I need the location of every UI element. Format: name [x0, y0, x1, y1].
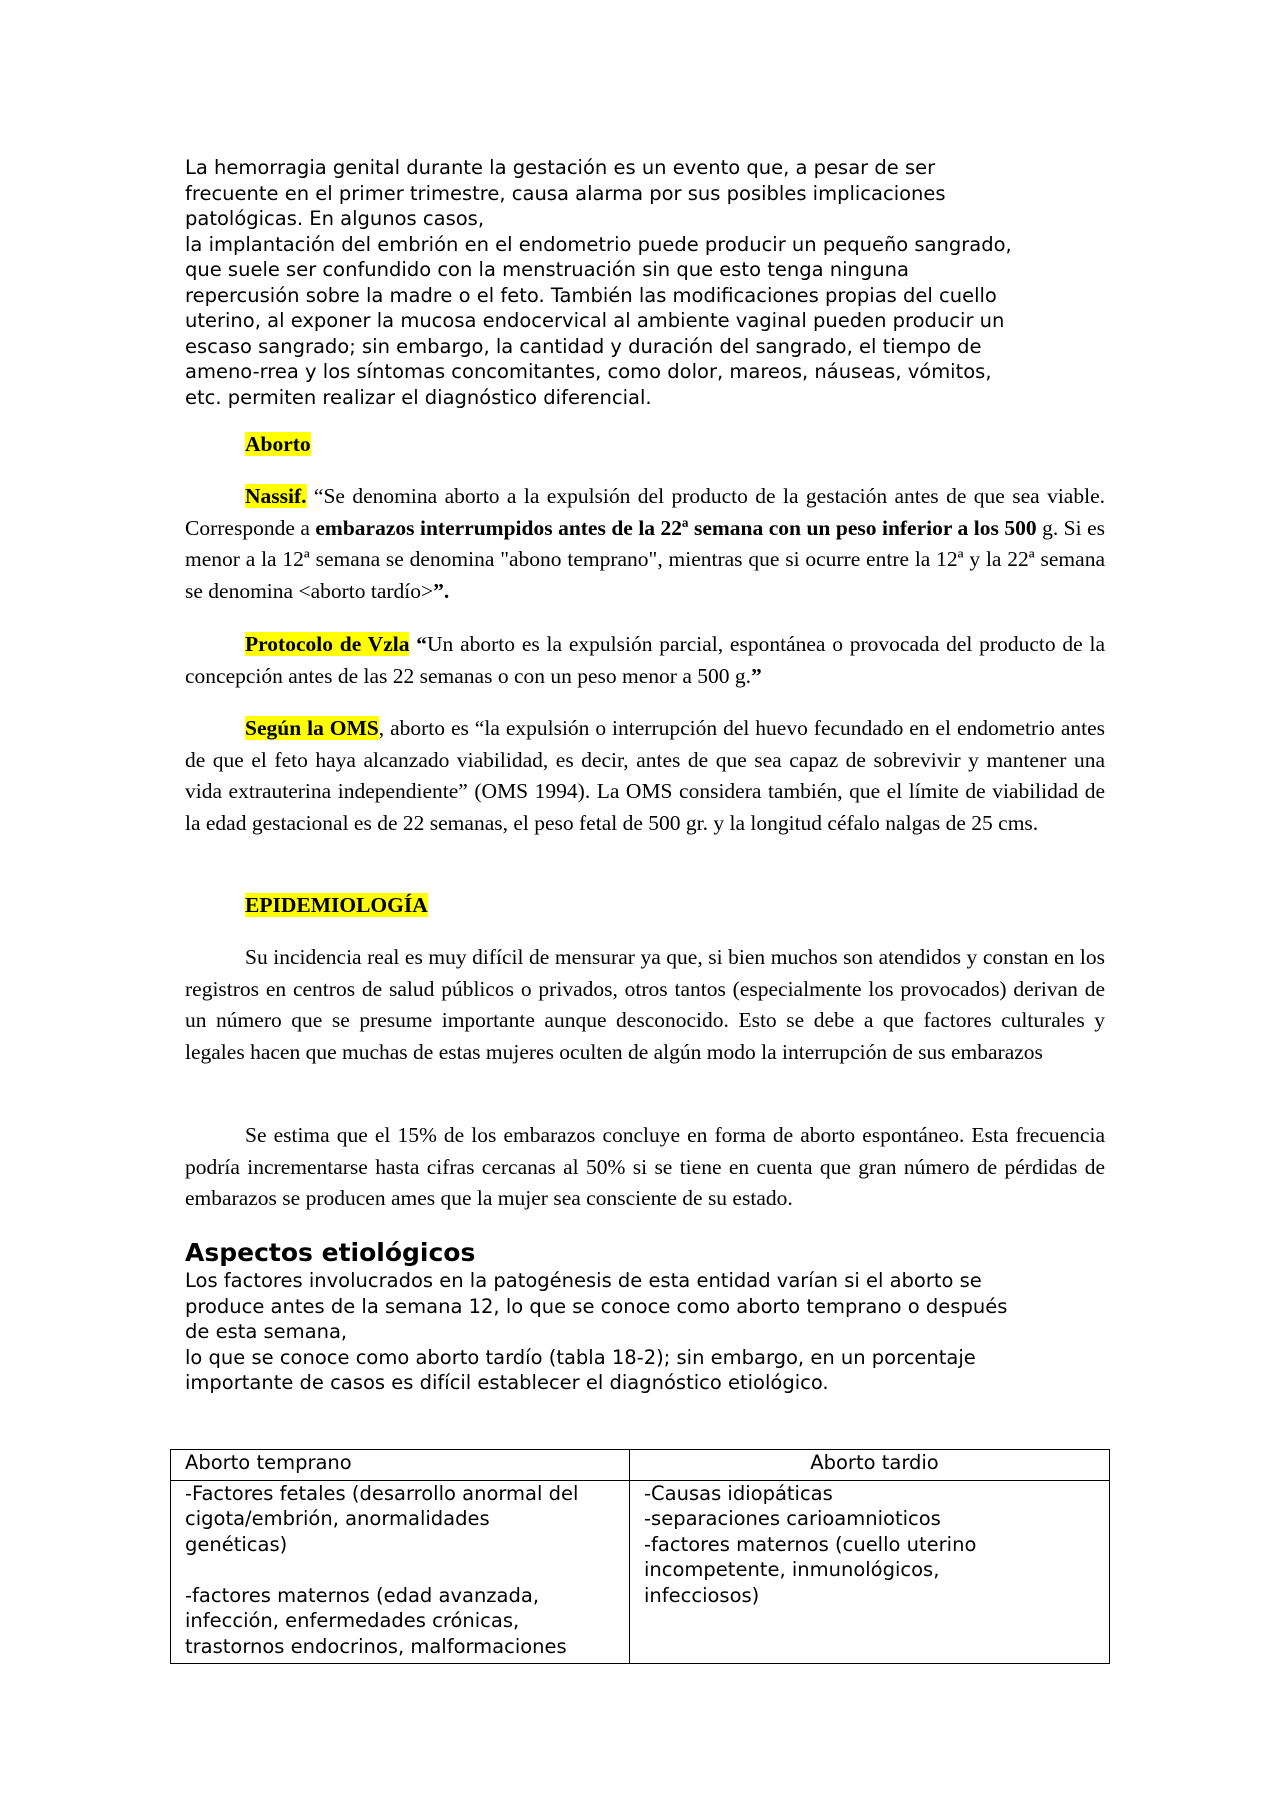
protocolo-paragraph [185, 629, 1105, 692]
etiologicos-line: importante de casos es difícil establecer el diagnóstico etiológico. [185, 1371, 829, 1394]
nassif-label: Nassif. [245, 484, 307, 508]
cell-line: -factores maternos (cuello uterino [644, 1532, 977, 1556]
intro-line: ameno-rrea y los síntomas concomitantes, como dolor, mareos, náuseas, vómitos, [185, 360, 992, 383]
cell-spacer [185, 1557, 625, 1583]
etiologicos-line: lo que se conoce como aborto tardío (tabla 18-2); sin embargo, en un porcentaje [185, 1345, 976, 1369]
intro-line: frecuente en el primer trimestre, causa alarma por sus posibles implicaciones [185, 181, 946, 205]
oms-text: , aborto es “la expulsión o interrupción del huevo fecundado en el endometrio antes de que el feto haya alcanzado viabilidad, es decir, antes de que sea capaz de sobrevivir y mantener una vida extrauterina independiente” (OMS 1994). La OMS considera también, que el límite de viabilidad de la edad gestacional es de 22 semanas, el peso fetal de 500 gr. y la longitud céfalo nalgas de 25 cms. [185, 716, 1105, 835]
oms-paragraph [185, 713, 1105, 839]
intro-line: uterino, al exponer la mucosa endocervical al ambiente vaginal pueden producir un [185, 309, 1005, 332]
nassif-bold-text: embarazos interrumpidos antes de la 22ª semana con un peso inferior a los 500 [315, 515, 1037, 540]
epidemiologia-paragraph-1: Su incidencia real es muy difícil de mensurar ya que, si bien muchos son atendidos y constan en los registros en centros de salud públicos o privados, otros tantos (especialmente los provocados) derivan de un número que se presume importante aunque desconocido. Esto se debe a que factores culturales y legales hacen que muchas de estas mujeres oculten de algún modo la interrupción de sus embarazos [185, 945, 1105, 1064]
intro-line: etc. permiten realizar el diagnóstico diferencial. [185, 385, 652, 409]
oms-label: Según la OMS [245, 716, 379, 740]
etiologicos-line: Los factores involucrados en la patogénesis de esta entidad varían si el aborto se [185, 1269, 982, 1292]
intro-line: la implantación del embrión en el endometrio puede producir un pequeño sangrado, [185, 232, 1012, 256]
table-cell-early [171, 1480, 630, 1664]
intro-paragraph [185, 155, 1105, 410]
cell-line: infecciosos) [644, 1583, 760, 1607]
table-header-cell: Aborto tardio [630, 1450, 1110, 1481]
etiologicos-paragraph [185, 1268, 1105, 1396]
nassif-text-1: “Se denomina aborto a la expulsión del producto de la gestación antes de que sea viable. Corresponde a [185, 484, 1105, 540]
epidemiologia-paragraph-2: Se estima que el 15% de los embarazos concluye en forma de aborto espontáneo. Esta frecuencia podría incrementarse hasta cifras cercanas al 50% si se tiene en cuenta que gran número de pérdidas de embarazos se producen ames que la mujer sea consciente de su estado. [185, 1123, 1105, 1210]
etiologicos-heading: Aspectos etiológicos [185, 1238, 476, 1267]
etiologicos-line: de esta semana, [185, 1320, 348, 1343]
cell-line: incompetente, inmunológicos, [644, 1558, 940, 1581]
nassif-text-2: g. Si es menor a la 12ª semana se denomina "abono temprano", mientras que si ocurre entre la 12ª y la 22ª semana se denomina <aborto tardío> [185, 515, 1106, 603]
table-header-cell: Aborto temprano [171, 1450, 630, 1481]
protocolo-text: Un aborto es la expulsión parcial, espontánea o provocada del producto de la concepción antes de las 22 semanas o con un peso menor a 500 g. [185, 632, 1106, 688]
intro-line: que suele ser confundido con la menstruación sin que esto tenga ninguna [185, 258, 909, 281]
aborto-heading: Aborto [245, 432, 311, 456]
intro-line: escaso sangrado; sin embargo, la cantidad y duración del sangrado, el tiempo de [185, 334, 982, 358]
table-cell-late [630, 1480, 1110, 1664]
cell-line: -Factores fetales (desarrollo anormal del [185, 1481, 579, 1505]
nassif-paragraph [185, 481, 1105, 607]
etiology-table [170, 1449, 1110, 1664]
etiologicos-section [185, 1238, 1105, 1396]
protocolo-quote-open: “ [409, 632, 428, 656]
aborto-heading-line [185, 429, 1105, 461]
cell-line: trastornos endocrinos, malformaciones [185, 1634, 567, 1658]
table-row [171, 1480, 1110, 1664]
protocolo-label: Protocolo de Vzla [245, 632, 410, 656]
table-header-row [171, 1450, 1110, 1481]
cell-line: -factores maternos (edad avanzada, [185, 1583, 540, 1607]
protocolo-quote-close: ” [751, 663, 762, 688]
intro-line: La hemorragia genital durante la gestación es un evento que, a pesar de ser [185, 156, 936, 179]
cell-line: -Causas idiopáticas [644, 1481, 833, 1505]
cell-line: genéticas) [185, 1532, 288, 1556]
cell-line: cigota/embrión, anormalidades [185, 1507, 490, 1530]
intro-line: patológicas. En algunos casos, [185, 207, 485, 230]
etiologicos-line: produce antes de la semana 12, lo que se conoce como aborto temprano o después [185, 1294, 1008, 1318]
epidemiologia-heading-line [185, 890, 1105, 922]
epidemiologia-heading: EPIDEMIOLOGÍA [245, 893, 428, 917]
cell-line: -separaciones carioamnioticos [644, 1507, 941, 1530]
intro-line: repercusión sobre la madre o el feto. También las modificaciones propias del cuello [185, 283, 997, 307]
nassif-quote-end: ”. [433, 578, 450, 603]
cell-line: infección, enfermedades crónicas, [185, 1609, 520, 1632]
